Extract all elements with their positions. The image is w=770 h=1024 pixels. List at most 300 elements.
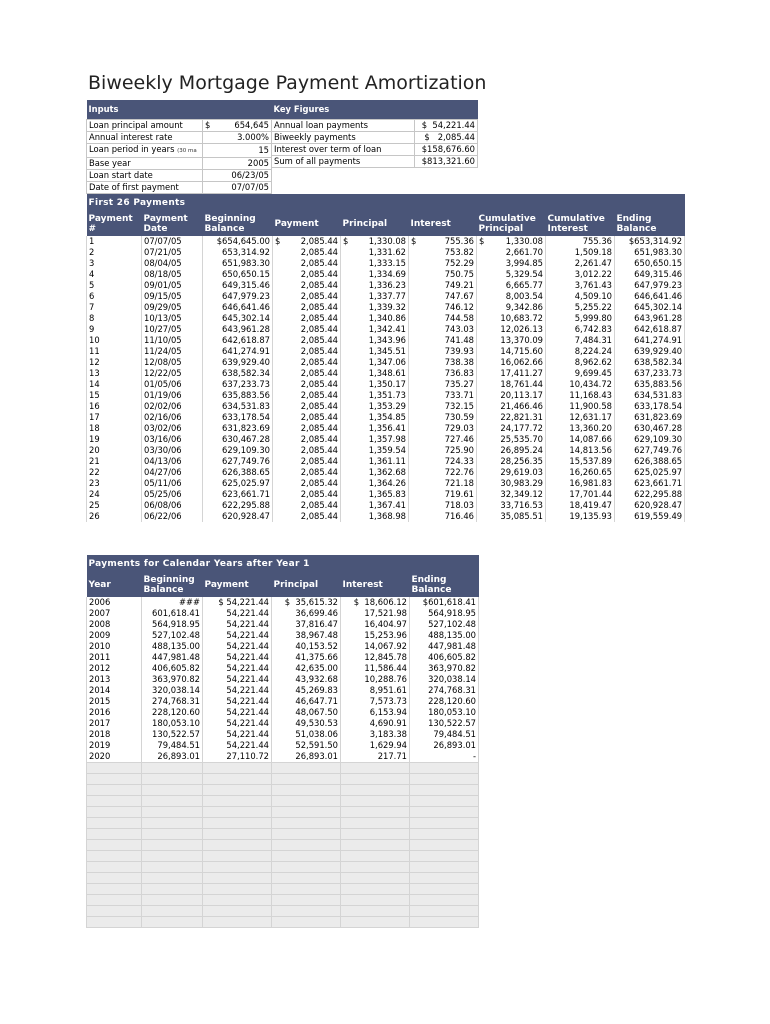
empty-cell[interactable]	[410, 763, 479, 774]
empty-cell[interactable]	[272, 884, 341, 895]
empty-cell[interactable]	[203, 807, 272, 818]
payment-cell-text: 634,531.83	[634, 390, 683, 400]
empty-cell[interactable]	[142, 862, 203, 873]
calendar-cell: 54,221.44	[203, 663, 272, 674]
payment-cell-text: 10,434.72	[569, 379, 612, 389]
empty-cell[interactable]	[203, 829, 272, 840]
payment-cell	[87, 313, 142, 324]
calendar-cell: 363,970.82	[142, 674, 203, 685]
empty-cell[interactable]	[87, 807, 142, 818]
calendar-row	[87, 729, 479, 740]
empty-row	[87, 840, 479, 851]
payment-cell	[142, 379, 203, 390]
empty-cell[interactable]	[341, 763, 410, 774]
empty-cell[interactable]	[341, 906, 410, 917]
empty-cell[interactable]	[87, 851, 142, 862]
payment-cell	[615, 478, 685, 489]
empty-cell[interactable]	[272, 818, 341, 829]
payment-cell-text: 625,025.97	[222, 478, 270, 488]
empty-row	[87, 917, 479, 928]
payment-cell-text: 23	[89, 478, 100, 488]
empty-cell[interactable]	[142, 818, 203, 829]
payment-row	[87, 324, 685, 335]
calendar-cell: 2019	[87, 740, 142, 751]
empty-cell[interactable]	[203, 862, 272, 873]
payment-cell	[203, 346, 273, 357]
calendar-cell: 45,269.83	[272, 685, 341, 696]
payment-cell-text: 5,329.54	[505, 269, 543, 279]
empty-cell[interactable]	[410, 884, 479, 895]
payment-cell-text: 1,368.98	[368, 511, 406, 521]
payment-cell	[273, 269, 341, 280]
empty-cell[interactable]	[87, 840, 142, 851]
calendar-cell: 51,038.06	[272, 729, 341, 740]
payment-cell	[409, 335, 477, 346]
payment-cell	[341, 467, 409, 478]
payment-cell	[203, 269, 273, 280]
empty-cell[interactable]	[341, 851, 410, 862]
payment-cell	[546, 258, 615, 269]
input-label-text: Base year	[89, 157, 131, 168]
payment-cell-text: 4	[89, 269, 95, 279]
payment-cell-text: 07/07/05	[144, 236, 182, 246]
payment-cell-text: 2,085.44	[300, 456, 338, 466]
payment-cell	[341, 269, 409, 280]
payment-cell	[341, 412, 409, 423]
payment-cell	[409, 357, 477, 368]
payment-cell-text: 650,650.15	[222, 269, 270, 279]
empty-cell[interactable]	[272, 873, 341, 884]
payment-cell-text: 626,388.65	[634, 456, 683, 466]
calendar-row	[87, 718, 479, 729]
empty-cell[interactable]	[272, 862, 341, 873]
payment-cell	[87, 302, 142, 313]
empty-cell[interactable]	[203, 884, 272, 895]
empty-cell[interactable]	[142, 884, 203, 895]
payment-cell-text: 11	[89, 346, 100, 356]
empty-cell[interactable]	[341, 829, 410, 840]
empty-cell[interactable]	[87, 796, 142, 807]
payment-cell-text: 639,929.40	[634, 346, 683, 356]
empty-cell[interactable]	[203, 785, 272, 796]
payment-cell-text: 649,315.46	[634, 269, 683, 279]
empty-cell[interactable]	[203, 895, 272, 906]
calendar-row	[87, 674, 479, 685]
empty-cell[interactable]	[272, 840, 341, 851]
payment-cell	[142, 445, 203, 456]
calendar-cell: 26,893.01	[142, 751, 203, 763]
calendar-cell: 79,484.51	[142, 740, 203, 751]
calendar-row	[87, 619, 479, 630]
calendar-row	[87, 641, 479, 652]
payment-cell-text: 29,619.03	[500, 467, 543, 477]
payment-cell-text: 2,661.70	[505, 247, 543, 257]
empty-cell[interactable]	[142, 796, 203, 807]
empty-cell[interactable]	[341, 895, 410, 906]
payment-cell	[477, 456, 546, 467]
empty-cell[interactable]	[410, 829, 479, 840]
payment-cell-text: 15,537.89	[569, 456, 612, 466]
empty-cell[interactable]	[410, 785, 479, 796]
empty-cell[interactable]	[341, 807, 410, 818]
payment-cell-text: 2,085.44	[300, 412, 338, 422]
payment-cell	[477, 357, 546, 368]
first-26-payments-table	[86, 194, 685, 522]
payment-cell-text: 3,012.22	[574, 269, 612, 279]
key-figure-label: Annual loan payments	[272, 119, 415, 131]
empty-cell[interactable]	[341, 840, 410, 851]
empty-cell[interactable]	[410, 818, 479, 829]
payment-row	[87, 500, 685, 511]
payment-cell	[546, 478, 615, 489]
payment-cell	[273, 401, 341, 412]
payment-cell-text: 633,178.54	[634, 401, 683, 411]
payment-cell-text: 10	[89, 335, 100, 345]
payment-cell	[546, 434, 615, 445]
calendar-row	[87, 696, 479, 707]
empty-cell[interactable]	[87, 829, 142, 840]
empty-cell[interactable]	[410, 862, 479, 873]
payment-cell-text: 750.75	[444, 269, 474, 279]
payment-cell-text: 33,716.53	[500, 500, 543, 510]
payment-cell-text: 12,026.13	[500, 324, 543, 334]
input-value[interactable]	[203, 181, 272, 193]
column-header: Payment	[273, 212, 341, 236]
payment-cell-text: 25	[89, 500, 100, 510]
empty-cell[interactable]	[272, 796, 341, 807]
empty-cell[interactable]	[87, 818, 142, 829]
empty-cell[interactable]	[410, 796, 479, 807]
column-header: Beginning Balance	[142, 573, 203, 597]
payment-row	[87, 489, 685, 500]
payment-cell	[87, 401, 142, 412]
payment-cell-text: 13,360.20	[569, 423, 612, 433]
input-label-text: Annual interest rate	[89, 131, 173, 142]
payment-cell	[615, 313, 685, 324]
payment-cell	[142, 511, 203, 522]
calendar-cell: 54,221.44	[203, 707, 272, 718]
payment-cell	[341, 379, 409, 390]
calendar-cell: 16,404.97	[341, 619, 410, 630]
payment-cell-text: 12	[89, 357, 100, 367]
payment-cell-text: 22	[89, 467, 100, 477]
payment-cell-text: 28,256.35	[500, 456, 543, 466]
column-header: Principal	[272, 573, 341, 597]
payment-cell	[87, 247, 142, 258]
payment-cell-text: 1,362.68	[368, 467, 406, 477]
payment-cell-text: 639,929.40	[222, 357, 270, 367]
empty-cell[interactable]	[203, 840, 272, 851]
calendar-cell: 447,981.48	[142, 652, 203, 663]
empty-cell[interactable]	[87, 895, 142, 906]
empty-cell[interactable]	[341, 818, 410, 829]
empty-cell[interactable]	[410, 774, 479, 785]
payment-cell-text: 2,085.44	[300, 467, 338, 477]
empty-cell[interactable]	[142, 785, 203, 796]
payment-row	[87, 379, 685, 390]
empty-cell[interactable]	[87, 906, 142, 917]
payment-cell-text: 2,085.44	[300, 511, 338, 521]
empty-cell[interactable]	[272, 785, 341, 796]
payment-cell	[142, 313, 203, 324]
payment-cell-text: 638,582.34	[634, 357, 683, 367]
payment-cell-text: 733.71	[444, 390, 474, 400]
calendar-cell: 488,135.00	[142, 641, 203, 652]
empty-cell[interactable]	[410, 906, 479, 917]
calendar-cell: 54,221.44	[203, 608, 272, 619]
empty-cell[interactable]	[203, 763, 272, 774]
empty-cell[interactable]	[341, 796, 410, 807]
empty-cell[interactable]	[203, 796, 272, 807]
payment-row	[87, 302, 685, 313]
payment-cell-text: 15	[89, 390, 100, 400]
payment-cell	[203, 291, 273, 302]
payment-cell-text: 2	[89, 247, 95, 257]
payment-cell	[409, 291, 477, 302]
calendar-cell: $ 18,606.12	[341, 597, 410, 608]
empty-cell[interactable]	[142, 840, 203, 851]
payment-cell	[203, 390, 273, 401]
payment-cell	[203, 456, 273, 467]
payment-cell-text: 1,342.41	[368, 324, 406, 334]
empty-cell[interactable]	[87, 862, 142, 873]
input-row	[87, 181, 272, 193]
payment-row	[87, 423, 685, 434]
payment-cell	[615, 445, 685, 456]
payment-cell-text: 9,699.45	[574, 368, 612, 378]
payment-cell	[546, 489, 615, 500]
payment-cell	[142, 247, 203, 258]
empty-cell[interactable]	[142, 906, 203, 917]
input-value[interactable]	[203, 169, 272, 181]
key-figure-row	[272, 119, 478, 131]
payment-cell-text: 4,509.10	[574, 291, 612, 301]
input-value[interactable]	[203, 157, 272, 169]
payment-cell-text: 631,823.69	[222, 423, 270, 433]
key-figure-row	[272, 155, 478, 167]
calendar-cell: 2012	[87, 663, 142, 674]
payment-cell	[477, 423, 546, 434]
payment-cell	[203, 258, 273, 269]
calendar-row	[87, 685, 479, 696]
payment-cell-text: 14,813.56	[569, 445, 612, 455]
empty-cell[interactable]	[142, 807, 203, 818]
payment-cell-text: 1,364.26	[368, 478, 406, 488]
input-value-text: 2005	[247, 157, 269, 168]
payment-cell	[409, 423, 477, 434]
payment-cell	[87, 467, 142, 478]
calendar-cell: 363,970.82	[410, 663, 479, 674]
payment-cell	[615, 236, 685, 247]
payment-cell	[142, 335, 203, 346]
input-label	[87, 143, 203, 157]
payment-cell	[273, 324, 341, 335]
payment-cell	[203, 511, 273, 522]
empty-cell[interactable]	[87, 785, 142, 796]
payment-cell-text: 739.93	[444, 346, 474, 356]
payment-cell-text: 8,224.24	[574, 346, 612, 356]
payment-cell-text: 10/27/05	[144, 324, 182, 334]
empty-cell[interactable]	[341, 862, 410, 873]
empty-cell[interactable]	[272, 763, 341, 774]
empty-cell[interactable]	[341, 785, 410, 796]
empty-cell[interactable]	[142, 851, 203, 862]
payment-cell-text: 732.15	[444, 401, 474, 411]
payment-cell	[546, 456, 615, 467]
payment-row	[87, 401, 685, 412]
empty-cell[interactable]	[410, 807, 479, 818]
empty-cell[interactable]	[142, 895, 203, 906]
payment-cell	[615, 434, 685, 445]
empty-cell[interactable]	[142, 774, 203, 785]
payment-cell	[87, 258, 142, 269]
empty-cell[interactable]	[272, 807, 341, 818]
payment-cell-text: 1	[89, 236, 95, 246]
payment-cell-text: 14,087.66	[569, 434, 612, 444]
empty-cell[interactable]	[203, 818, 272, 829]
calendar-cell: 43,932.68	[272, 674, 341, 685]
payment-cell	[409, 434, 477, 445]
payment-cell-text: 09/01/05	[144, 280, 182, 290]
payment-cell	[341, 313, 409, 324]
calendar-cell: 27,110.72	[203, 751, 272, 763]
payment-cell-text: 753.82	[444, 247, 474, 257]
payment-cell-text: 1,359.54	[368, 445, 406, 455]
empty-cell[interactable]	[272, 774, 341, 785]
payment-cell	[409, 368, 477, 379]
empty-cell[interactable]	[203, 906, 272, 917]
column-header: Ending Balance	[410, 573, 479, 597]
empty-cell[interactable]	[203, 851, 272, 862]
empty-cell[interactable]	[272, 917, 341, 928]
payment-cell-text: 18,761.44	[500, 379, 543, 389]
payment-cell-text: 7,484.31	[574, 335, 612, 345]
empty-cell[interactable]	[410, 840, 479, 851]
empty-cell[interactable]	[142, 873, 203, 884]
empty-cell[interactable]	[203, 917, 272, 928]
calendar-row	[87, 652, 479, 663]
empty-row	[87, 829, 479, 840]
payment-cell	[341, 423, 409, 434]
payment-cell	[409, 258, 477, 269]
empty-cell[interactable]	[87, 884, 142, 895]
empty-cell[interactable]	[272, 895, 341, 906]
calendar-cell: $ 35,615.32	[272, 597, 341, 608]
calendar-years-table	[86, 555, 479, 928]
input-value[interactable]	[203, 143, 272, 157]
payment-cell-text: 634,531.83	[222, 401, 270, 411]
payment-cell-text: 2,085.44	[300, 324, 338, 334]
payment-cell-text: 5,999.80	[574, 313, 612, 323]
empty-cell[interactable]	[410, 873, 479, 884]
empty-cell[interactable]	[410, 917, 479, 928]
empty-row	[87, 807, 479, 818]
payment-cell-text: 02/02/06	[144, 401, 182, 411]
payment-cell	[341, 489, 409, 500]
payment-cell	[409, 478, 477, 489]
payment-cell	[341, 500, 409, 511]
payment-cell	[273, 500, 341, 511]
empty-row	[87, 818, 479, 829]
empty-cell[interactable]	[87, 763, 142, 774]
empty-cell[interactable]	[87, 873, 142, 884]
empty-cell[interactable]	[203, 873, 272, 884]
payment-cell-text: 633,178.54	[222, 412, 270, 422]
input-value[interactable]	[203, 119, 272, 131]
payment-cell	[273, 313, 341, 324]
payment-cell	[142, 269, 203, 280]
payment-cell	[409, 412, 477, 423]
empty-cell[interactable]	[341, 917, 410, 928]
payment-cell	[203, 236, 273, 247]
payment-cell-text: 1,347.06	[368, 357, 406, 367]
input-value-text: 06/23/05	[231, 169, 269, 180]
empty-cell[interactable]	[272, 829, 341, 840]
calendar-row	[87, 630, 479, 641]
empty-cell[interactable]	[410, 851, 479, 862]
payment-row	[87, 478, 685, 489]
payment-cell	[477, 335, 546, 346]
empty-cell[interactable]	[203, 774, 272, 785]
payment-cell	[87, 335, 142, 346]
payment-cell	[477, 401, 546, 412]
payment-cell-text: 721.18	[444, 478, 474, 488]
payment-cell	[409, 445, 477, 456]
empty-cell[interactable]	[341, 873, 410, 884]
empty-cell[interactable]	[341, 774, 410, 785]
payment-cell	[546, 511, 615, 522]
calendar-cell: 488,135.00	[410, 630, 479, 641]
payment-cell	[341, 368, 409, 379]
payment-cell	[87, 368, 142, 379]
empty-cell[interactable]	[272, 851, 341, 862]
payment-cell	[546, 335, 615, 346]
calendar-cell: 8,951.61	[341, 685, 410, 696]
payment-cell-text: 741.48	[444, 335, 474, 345]
empty-cell[interactable]	[272, 906, 341, 917]
payment-cell-text: 651,983.30	[222, 258, 270, 268]
payment-cell-text: 19	[89, 434, 100, 444]
key-figure-label: Biweekly payments	[272, 131, 415, 143]
empty-cell[interactable]	[410, 895, 479, 906]
payment-cell	[546, 412, 615, 423]
payment-row	[87, 390, 685, 401]
empty-cell[interactable]	[341, 884, 410, 895]
empty-cell[interactable]	[142, 917, 203, 928]
payment-cell-text: 645,302.14	[634, 302, 683, 312]
empty-cell[interactable]	[87, 774, 142, 785]
payment-cell-text: 2,085.44	[300, 390, 338, 400]
payment-cell-text: 752.29	[444, 258, 474, 268]
input-value[interactable]	[203, 131, 272, 143]
payment-cell-text: 1,339.32	[368, 302, 406, 312]
payment-cell	[87, 291, 142, 302]
empty-cell[interactable]	[142, 763, 203, 774]
calendar-cell: 14,067.92	[341, 641, 410, 652]
payment-cell	[203, 357, 273, 368]
payment-cell-text: 727.46	[444, 434, 474, 444]
payment-cell-text: 2,085.44	[300, 434, 338, 444]
payment-cell	[409, 302, 477, 313]
payment-cell	[87, 269, 142, 280]
payment-cell	[273, 346, 341, 357]
payment-cell	[477, 236, 546, 247]
empty-cell[interactable]	[87, 917, 142, 928]
empty-cell[interactable]	[142, 829, 203, 840]
payment-cell	[546, 236, 615, 247]
calendar-row	[87, 663, 479, 674]
payment-cell	[409, 379, 477, 390]
